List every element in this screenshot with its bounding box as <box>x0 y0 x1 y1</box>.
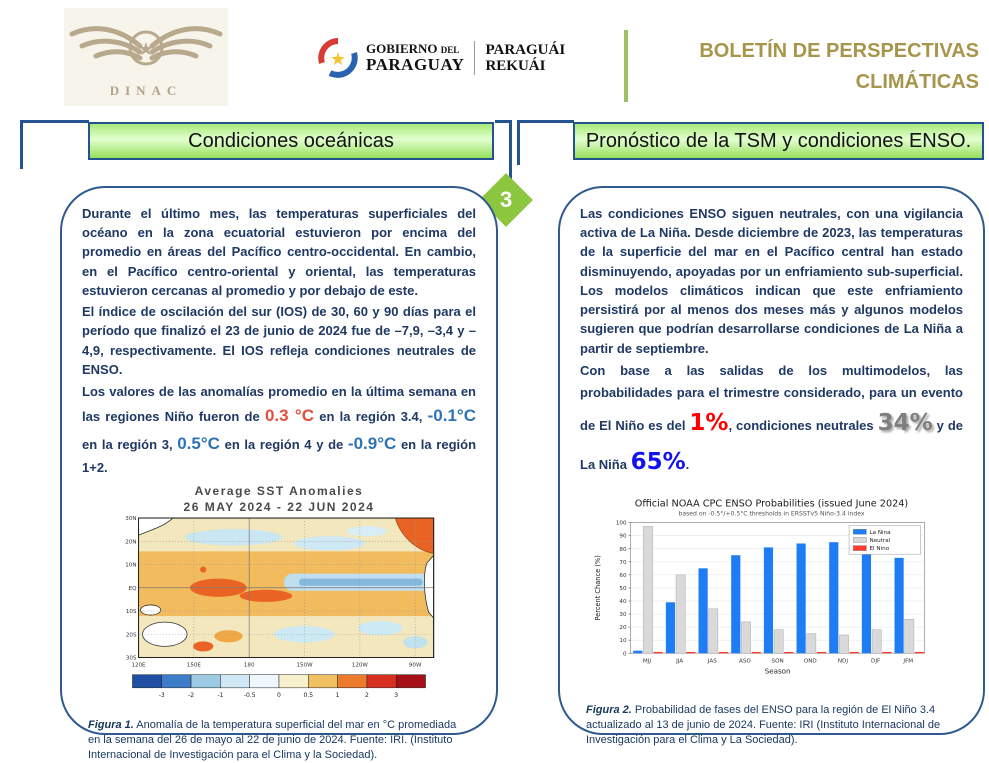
bar-la-nina <box>797 544 806 654</box>
x-tick-label: SON <box>771 658 784 665</box>
section-header-forecast <box>573 122 984 160</box>
page-number: 3 <box>499 187 513 212</box>
svg-text:-2: -2 <box>188 692 195 700</box>
x-tick-label: OND <box>803 658 817 665</box>
middle-bracket-right <box>517 120 574 165</box>
legend-swatch <box>853 546 866 551</box>
enso-paragraph-1: Las condiciones ENSO siguen neutrales, con una vigilancia activa de La Niña. Desde diciembre de 2023, las temperaturas de la superficie del mar en el Pacífico central han estado disminuyendo, apoyadas por un enfriamiento sub-superficial. Los modelos climáticos indican que este enfriamiento persistirá por al menos dos meses más y algunos modelos sugieren que podrían desarrollarse condiciones de La Niña a partir de septiembre. <box>580 206 963 356</box>
x-tick-label: NDJ <box>837 658 849 665</box>
bar-el-nino <box>882 652 891 653</box>
bar-la-nina <box>895 558 904 653</box>
svg-text:20: 20 <box>619 625 627 632</box>
bar-la-nina <box>699 569 708 654</box>
probability-la-nina: 65% <box>630 449 686 476</box>
bar-el-nino <box>719 652 728 653</box>
svg-text:EQ: EQ <box>128 586 137 593</box>
svg-text:90: 90 <box>619 533 627 540</box>
svg-text:30: 30 <box>619 612 627 619</box>
svg-text:2: 2 <box>364 692 369 700</box>
svg-text:70: 70 <box>619 560 627 567</box>
bar-neutral <box>709 609 718 653</box>
svg-text:90W: 90W <box>408 663 422 670</box>
bar-la-nina <box>764 548 773 654</box>
colorbar-segment <box>338 675 367 688</box>
bar-el-nino <box>817 652 826 653</box>
svg-text:30S: 30S <box>125 655 137 662</box>
gov-emblem-icon <box>318 38 358 78</box>
section-header-ocean <box>88 122 494 160</box>
colorbar-segment <box>162 675 191 688</box>
enso-probabilities-figure <box>580 494 963 748</box>
left-bracket-connector <box>20 120 89 169</box>
svg-text:10N: 10N <box>125 562 137 569</box>
x-tick-label: JFM <box>903 658 914 665</box>
bar-la-nina <box>862 548 871 654</box>
bar-neutral <box>643 527 652 654</box>
x-axis-label: Season <box>764 666 791 676</box>
colorbar-segment <box>308 675 337 688</box>
colorbar-segment <box>367 675 396 688</box>
bar-la-nina <box>633 651 642 654</box>
enso-paragraph-2: Con base a las salidas de los multimodelos, las probabilidades para el trimestre considerado, para un evento de El Niño es del 1%, condiciones neutrales 34% y de La Niña 65%. <box>580 362 963 476</box>
bar-la-nina <box>829 542 838 653</box>
probability-neutral: 34% <box>877 410 933 437</box>
svg-text:1: 1 <box>335 692 340 700</box>
legend-label: El Nino <box>869 546 890 553</box>
svg-text:120E: 120E <box>131 663 146 670</box>
svg-text:30N: 30N <box>125 516 137 523</box>
figure2-caption: Figura 2. Probabilidad de fases del ENSO para la región de El Niño 3.4 actualizado al 13 de junio de 2024. Fuente: IRI (Instituto Internacional de Investigación para el Clima y La Sociedad). <box>586 704 941 746</box>
middle-bracket-left <box>495 120 512 179</box>
gov-guarani-name: PARAGUÁI REKUÁI <box>485 41 566 74</box>
ocean-conditions-panel <box>60 186 498 762</box>
svg-text:20S: 20S <box>125 632 137 639</box>
bar-el-nino <box>850 652 859 653</box>
anomaly-value-region34: 0.3 °C <box>264 406 315 426</box>
bulletin-title-line1: BOLETÍN DE PERSPECTIVAS <box>699 40 979 62</box>
x-tick-label: JAS <box>707 658 717 665</box>
x-tick-label: MJJ <box>642 658 652 665</box>
dinac-label: DINAC <box>109 83 183 98</box>
svg-text:10S: 10S <box>125 609 137 616</box>
sst-map-figure <box>82 484 476 763</box>
chart-title: Official NOAA CPC ENSO Probabilities (issued June 2024) <box>634 498 909 510</box>
colorbar-segment <box>396 675 425 688</box>
chart-subtitle: based on -0.5°/+0.5°C thresholds in ERSSTv5 Niño-3.4 index <box>678 510 865 518</box>
svg-text:3: 3 <box>394 692 399 700</box>
svg-text:-1: -1 <box>217 692 224 700</box>
x-tick-label: DJF <box>871 658 881 665</box>
anomaly-value-region4: 0.5°C <box>177 433 220 453</box>
dinac-wings-icon <box>64 8 228 82</box>
svg-text:180: 180 <box>243 663 255 670</box>
map-colorbar <box>132 675 425 699</box>
gov-line2: PARAGUAY <box>366 54 465 74</box>
chart-legend <box>849 526 920 555</box>
colorbar-segment <box>191 675 220 688</box>
bulletin-title <box>624 30 979 102</box>
colorbar-segment <box>250 675 279 688</box>
ocean-paragraph-3: Los valores de las anomalías promedio en la última semana en las regiones Niño fueron de 0.3 °C en la región 3.4, -0.1°C en la región 3, 0.5°C en la región 4 y de -0.9°C en la región 1+2. <box>82 384 477 476</box>
svg-text:★: ★ <box>329 49 347 70</box>
bar-neutral <box>905 620 914 654</box>
section-header-forecast-label: Pronóstico de la TSM y condiciones ENSO. <box>585 129 972 152</box>
colorbar-segment <box>220 675 249 688</box>
enso-probabilities-chart <box>584 494 959 690</box>
svg-text:10: 10 <box>619 638 627 645</box>
bar-la-nina <box>666 603 675 654</box>
svg-text:-0.5: -0.5 <box>243 692 256 700</box>
map-art <box>139 518 434 657</box>
sst-anomaly-map <box>109 515 449 705</box>
ocean-paragraph-1: Durante el último mes, las temperaturas superficiales del océano en la zona ecuatorial estuvieron por encima del promedio en áreas del Pacífico centro-occidental. En cambio, en el Pacífico centro-oriental y oriental, las temperaturas estuvieron cercanas al promedio y por debajo de este. <box>82 206 476 298</box>
anomaly-value-region12: -0.9°C <box>347 433 397 453</box>
sst-map-title-line1: Average SST Anomalies <box>194 484 364 499</box>
bulletin-title-line2: CLIMÁTICAS <box>855 71 979 93</box>
colorbar-segment <box>132 675 161 688</box>
bar-neutral <box>676 575 685 653</box>
bar-la-nina <box>731 556 740 654</box>
title-accent-bar <box>624 30 628 102</box>
svg-text:0: 0 <box>622 651 627 658</box>
svg-text:50: 50 <box>619 586 627 593</box>
legend-swatch <box>853 529 866 534</box>
y-axis-label: Percent Chance (%) <box>594 555 602 621</box>
bar-el-nino <box>752 652 761 653</box>
svg-text:80: 80 <box>619 547 627 554</box>
gov-paraguay-logo <box>318 38 565 78</box>
legend-label: Neutral <box>869 538 891 545</box>
svg-text:0: 0 <box>277 692 281 700</box>
bar-neutral <box>839 635 848 653</box>
section-header-ocean-label: Condiciones oceánicas <box>188 129 394 152</box>
bar-neutral <box>872 630 881 654</box>
legend-label: La Nina <box>869 530 891 537</box>
bar-neutral <box>807 634 816 654</box>
x-tick-label: ASO <box>739 658 751 665</box>
svg-text:-3: -3 <box>158 692 165 700</box>
x-tick-label: JJA <box>676 658 684 665</box>
map-lat-labels <box>125 517 137 662</box>
bar-neutral <box>774 630 783 654</box>
colorbar-segment <box>279 675 308 688</box>
figure1-caption: Figura 1. Anomalía de la temperatura superficial del mar en °C promediada en la semana del 26 de mayo al 22 de junio de 2024. Fuente: IRI. (Instituto Internacional de Investigación para el Clima y la Sociedad). <box>88 719 457 762</box>
svg-text:150W: 150W <box>296 663 313 670</box>
svg-text:60: 60 <box>619 573 627 580</box>
gov-line1: GOBIERNO DEL <box>366 41 460 57</box>
svg-text:100: 100 <box>615 520 627 527</box>
anomaly-value-region3: -0.1°C <box>427 406 477 426</box>
svg-text:40: 40 <box>619 599 627 606</box>
dinac-logo <box>64 8 228 106</box>
svg-text:120W: 120W <box>351 663 368 670</box>
svg-text:★: ★ <box>137 39 155 60</box>
svg-text:0.5: 0.5 <box>303 692 314 700</box>
bar-el-nino <box>686 652 695 653</box>
svg-text:20N: 20N <box>125 539 137 546</box>
legend-swatch <box>853 538 866 543</box>
bar-el-nino <box>784 652 793 653</box>
enso-forecast-panel <box>558 186 985 746</box>
map-lon-labels <box>131 663 421 669</box>
gov-logo-divider <box>474 41 475 75</box>
probability-el-nino: 1% <box>689 410 729 437</box>
ocean-paragraph-2: El índice de oscilación del sur (IOS) de 30, 60 y 90 días para el período que finalizó el 23 de junio de 2024 fue de –7,9, –3,4 y –4,9, respectivamente. El IOS refleja condiciones neutrales de ENSO. <box>82 304 476 377</box>
svg-text:150E: 150E <box>186 663 201 670</box>
sst-map-title-line2: 26 MAY 2024 - 22 JUN 2024 <box>183 499 375 514</box>
bar-neutral <box>741 622 750 653</box>
bar-el-nino <box>654 652 663 653</box>
bar-el-nino <box>915 652 924 653</box>
